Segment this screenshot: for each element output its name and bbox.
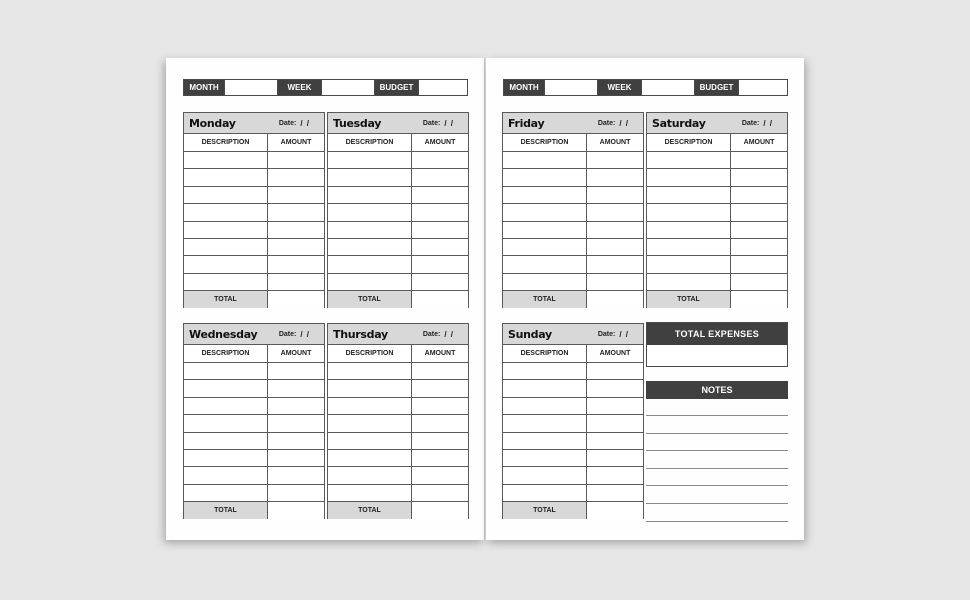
total-row <box>503 502 643 519</box>
amount-cell[interactable] <box>412 415 468 431</box>
description-cell[interactable] <box>328 433 412 449</box>
amount-cell[interactable] <box>412 169 468 185</box>
date-label: Date: <box>278 119 297 127</box>
table-row <box>647 222 787 239</box>
table-row <box>184 485 324 502</box>
description-cell[interactable] <box>647 187 731 203</box>
amount-cell[interactable] <box>587 380 643 396</box>
description-cell[interactable] <box>328 187 412 203</box>
amount-cell[interactable] <box>731 239 787 255</box>
table-row <box>184 274 324 291</box>
total-label: TOTAL <box>328 502 412 519</box>
day-header <box>184 113 324 134</box>
description-cell[interactable] <box>328 398 412 414</box>
table-row <box>647 204 787 221</box>
day-name: Thursday <box>333 327 388 341</box>
amount-cell[interactable] <box>587 450 643 466</box>
total-amount-cell[interactable] <box>587 291 643 308</box>
description-cell[interactable] <box>328 239 412 255</box>
column-headers <box>184 134 324 152</box>
total-amount-cell[interactable] <box>412 291 468 308</box>
amount-cell[interactable] <box>731 222 787 238</box>
amount-cell[interactable] <box>268 380 324 396</box>
table-row <box>647 169 787 186</box>
table-row <box>647 239 787 256</box>
description-header: DESCRIPTION <box>503 345 587 362</box>
total-row <box>184 291 324 308</box>
notes-line <box>646 450 788 451</box>
date-label: Date: <box>422 119 441 127</box>
week-field[interactable] <box>321 80 375 95</box>
description-cell[interactable] <box>328 222 412 238</box>
amount-cell[interactable] <box>731 256 787 272</box>
total-row <box>647 291 787 308</box>
amount-cell[interactable] <box>412 239 468 255</box>
description-cell[interactable] <box>503 450 587 466</box>
date-field[interactable]: / / <box>444 118 454 128</box>
amount-cell[interactable] <box>587 415 643 431</box>
table-row <box>328 152 468 169</box>
amount-cell[interactable] <box>268 363 324 379</box>
date-label: Date: <box>741 119 760 127</box>
table-row <box>184 187 324 204</box>
description-cell[interactable] <box>647 204 731 220</box>
amount-cell[interactable] <box>587 433 643 449</box>
date-label: Date: <box>597 119 616 127</box>
table-row <box>184 398 324 415</box>
description-cell[interactable] <box>184 450 268 466</box>
amount-cell[interactable] <box>731 274 787 290</box>
table-row <box>328 222 468 239</box>
amount-cell[interactable] <box>587 363 643 379</box>
description-header: DESCRIPTION <box>503 134 587 151</box>
table-row <box>503 222 643 239</box>
table-row <box>328 380 468 397</box>
month-field[interactable] <box>544 80 598 95</box>
budget-field[interactable] <box>738 80 787 95</box>
amount-cell[interactable] <box>412 256 468 272</box>
table-row <box>328 485 468 502</box>
day-header <box>328 324 468 345</box>
table-row <box>328 169 468 186</box>
date-field[interactable]: / / <box>300 329 310 339</box>
amount-cell[interactable] <box>412 398 468 414</box>
table-row <box>328 450 468 467</box>
day-table-sunday <box>502 323 644 519</box>
total-label: TOTAL <box>647 291 731 308</box>
description-cell[interactable] <box>184 256 268 272</box>
total-amount-cell[interactable] <box>587 502 643 519</box>
amount-cell[interactable] <box>268 450 324 466</box>
table-row <box>184 256 324 273</box>
table-row <box>647 274 787 291</box>
column-headers <box>184 345 324 363</box>
description-cell[interactable] <box>503 485 587 501</box>
total-label: TOTAL <box>184 502 268 519</box>
description-cell[interactable] <box>503 187 587 203</box>
day-name: Monday <box>189 116 236 130</box>
amount-cell[interactable] <box>412 450 468 466</box>
total-amount-cell[interactable] <box>268 502 324 519</box>
day-header <box>503 113 643 134</box>
amount-cell[interactable] <box>412 363 468 379</box>
amount-cell[interactable] <box>412 467 468 483</box>
description-cell[interactable] <box>184 363 268 379</box>
total-row <box>328 291 468 308</box>
date-field[interactable]: / / <box>619 329 629 339</box>
description-cell[interactable] <box>647 239 731 255</box>
amount-cell[interactable] <box>731 152 787 168</box>
description-cell[interactable] <box>184 152 268 168</box>
description-cell[interactable] <box>184 433 268 449</box>
date-field[interactable]: / / <box>763 118 773 128</box>
amount-cell[interactable] <box>412 204 468 220</box>
amount-cell[interactable] <box>587 398 643 414</box>
total-amount-cell[interactable] <box>731 291 787 308</box>
amount-cell[interactable] <box>587 204 643 220</box>
total-amount-cell[interactable] <box>268 291 324 308</box>
table-row <box>647 152 787 169</box>
table-row <box>503 398 643 415</box>
amount-cell[interactable] <box>412 222 468 238</box>
column-headers <box>503 134 643 152</box>
description-cell[interactable] <box>503 169 587 185</box>
table-row <box>184 467 324 484</box>
day-name: Tuesday <box>333 116 382 130</box>
notes-line <box>646 433 788 434</box>
day-table-thursday <box>327 323 469 519</box>
table-row <box>328 467 468 484</box>
description-cell[interactable] <box>184 169 268 185</box>
table-row <box>503 239 643 256</box>
amount-cell[interactable] <box>587 169 643 185</box>
amount-cell[interactable] <box>731 169 787 185</box>
description-cell[interactable] <box>328 256 412 272</box>
table-row <box>184 204 324 221</box>
date-label: Date: <box>422 330 441 338</box>
description-cell[interactable] <box>647 256 731 272</box>
description-cell[interactable] <box>328 204 412 220</box>
total-amount-cell[interactable] <box>412 502 468 519</box>
description-cell[interactable] <box>503 256 587 272</box>
description-cell[interactable] <box>503 274 587 290</box>
day-name: Friday <box>508 116 545 130</box>
description-cell[interactable] <box>328 380 412 396</box>
table-row <box>328 415 468 432</box>
notes-label: NOTES <box>646 381 788 399</box>
description-cell[interactable] <box>503 363 587 379</box>
total-row <box>328 502 468 519</box>
notes-line <box>646 468 788 469</box>
header-bar <box>503 79 788 96</box>
amount-cell[interactable] <box>268 274 324 290</box>
amount-cell[interactable] <box>268 415 324 431</box>
month-field[interactable] <box>224 80 278 95</box>
table-row <box>647 256 787 273</box>
table-row <box>184 450 324 467</box>
description-cell[interactable] <box>647 222 731 238</box>
amount-cell[interactable] <box>268 204 324 220</box>
description-cell[interactable] <box>184 204 268 220</box>
day-table-friday <box>502 112 644 308</box>
table-row <box>184 380 324 397</box>
description-cell[interactable] <box>184 485 268 501</box>
notes-line <box>646 503 788 504</box>
description-header: DESCRIPTION <box>184 134 268 151</box>
day-header <box>184 324 324 345</box>
table-row <box>503 274 643 291</box>
amount-cell[interactable] <box>412 152 468 168</box>
table-row <box>503 169 643 186</box>
table-row <box>328 256 468 273</box>
week-label: WEEK <box>278 80 321 95</box>
date-field[interactable]: / / <box>444 329 454 339</box>
amount-cell[interactable] <box>587 256 643 272</box>
description-header: DESCRIPTION <box>328 345 412 362</box>
amount-header: AMOUNT <box>743 139 775 146</box>
amount-cell[interactable] <box>268 222 324 238</box>
amount-cell[interactable] <box>268 256 324 272</box>
amount-cell[interactable] <box>268 467 324 483</box>
total-label: TOTAL <box>184 291 268 308</box>
description-cell[interactable] <box>503 467 587 483</box>
description-cell[interactable] <box>184 222 268 238</box>
day-name: Wednesday <box>189 327 258 341</box>
description-header: DESCRIPTION <box>328 134 412 151</box>
column-headers <box>647 134 787 152</box>
table-row <box>328 274 468 291</box>
total-label: TOTAL <box>503 502 587 519</box>
table-row <box>184 415 324 432</box>
day-header <box>328 113 468 134</box>
amount-cell[interactable] <box>268 485 324 501</box>
description-cell[interactable] <box>328 363 412 379</box>
total-expenses-label: TOTAL EXPENSES <box>647 323 787 345</box>
right-page <box>486 58 804 540</box>
description-header: DESCRIPTION <box>184 345 268 362</box>
date-field[interactable]: / / <box>300 118 310 128</box>
table-row <box>328 239 468 256</box>
amount-cell[interactable] <box>587 239 643 255</box>
week-label: WEEK <box>598 80 641 95</box>
description-header: DESCRIPTION <box>647 134 731 151</box>
description-cell[interactable] <box>328 467 412 483</box>
description-cell[interactable] <box>503 433 587 449</box>
description-cell[interactable] <box>184 274 268 290</box>
month-label: MONTH <box>184 80 224 95</box>
description-cell[interactable] <box>503 222 587 238</box>
description-cell[interactable] <box>184 415 268 431</box>
table-row <box>503 433 643 450</box>
description-cell[interactable] <box>503 204 587 220</box>
description-cell[interactable] <box>328 450 412 466</box>
notes-line <box>646 415 788 416</box>
amount-cell[interactable] <box>587 152 643 168</box>
budget-label: BUDGET <box>695 80 738 95</box>
week-field[interactable] <box>641 80 695 95</box>
description-cell[interactable] <box>184 239 268 255</box>
day-name: Saturday <box>652 116 706 130</box>
amount-cell[interactable] <box>268 187 324 203</box>
budget-field[interactable] <box>418 80 467 95</box>
amount-cell[interactable] <box>731 187 787 203</box>
amount-cell[interactable] <box>731 204 787 220</box>
amount-cell[interactable] <box>412 274 468 290</box>
table-row <box>184 222 324 239</box>
date-label: Date: <box>597 330 616 338</box>
table-row <box>184 169 324 186</box>
description-cell[interactable] <box>328 415 412 431</box>
month-label: MONTH <box>504 80 544 95</box>
column-headers <box>503 345 643 363</box>
amount-cell[interactable] <box>268 169 324 185</box>
day-table-tuesday <box>327 112 469 308</box>
description-cell[interactable] <box>184 467 268 483</box>
table-row <box>328 398 468 415</box>
amount-cell[interactable] <box>412 187 468 203</box>
table-row <box>328 204 468 221</box>
table-row <box>503 380 643 397</box>
total-expenses-box <box>646 322 788 367</box>
table-row <box>503 467 643 484</box>
notes-line <box>646 521 788 522</box>
table-row <box>503 415 643 432</box>
description-cell[interactable] <box>647 274 731 290</box>
description-cell[interactable] <box>503 152 587 168</box>
table-row <box>503 187 643 204</box>
table-row <box>328 433 468 450</box>
total-label: TOTAL <box>328 291 412 308</box>
column-headers <box>328 134 468 152</box>
description-cell[interactable] <box>184 187 268 203</box>
amount-cell[interactable] <box>412 433 468 449</box>
table-row <box>503 256 643 273</box>
column-headers <box>328 345 468 363</box>
amount-cell[interactable] <box>587 274 643 290</box>
table-row <box>503 450 643 467</box>
table-row <box>184 363 324 380</box>
day-table-saturday <box>646 112 788 308</box>
description-cell[interactable] <box>328 485 412 501</box>
amount-header: AMOUNT <box>280 139 312 146</box>
amount-cell[interactable] <box>587 222 643 238</box>
table-row <box>503 485 643 502</box>
amount-cell[interactable] <box>587 485 643 501</box>
total-label: TOTAL <box>503 291 587 308</box>
table-row <box>184 152 324 169</box>
description-cell[interactable] <box>184 380 268 396</box>
total-row <box>503 291 643 308</box>
table-row <box>503 363 643 380</box>
description-cell[interactable] <box>503 239 587 255</box>
table-row <box>184 433 324 450</box>
total-row <box>184 502 324 519</box>
amount-cell[interactable] <box>268 433 324 449</box>
day-table-monday <box>183 112 325 308</box>
amount-header: AMOUNT <box>599 350 631 357</box>
description-cell[interactable] <box>647 169 731 185</box>
day-header <box>647 113 787 134</box>
amount-header: AMOUNT <box>280 350 312 357</box>
date-label: Date: <box>278 330 297 338</box>
table-row <box>328 187 468 204</box>
day-table-wednesday <box>183 323 325 519</box>
table-row <box>647 187 787 204</box>
amount-cell[interactable] <box>412 485 468 501</box>
amount-cell[interactable] <box>268 239 324 255</box>
amount-header: AMOUNT <box>424 350 456 357</box>
description-cell[interactable] <box>647 152 731 168</box>
table-row <box>503 204 643 221</box>
amount-cell[interactable] <box>587 187 643 203</box>
day-header <box>503 324 643 345</box>
budget-label: BUDGET <box>375 80 418 95</box>
notes-line <box>646 485 788 486</box>
left-page <box>166 58 484 540</box>
table-row <box>328 363 468 380</box>
date-field[interactable]: / / <box>619 118 629 128</box>
header-bar <box>183 79 468 96</box>
description-cell[interactable] <box>328 169 412 185</box>
table-row <box>503 152 643 169</box>
amount-header: AMOUNT <box>599 139 631 146</box>
amount-cell[interactable] <box>587 467 643 483</box>
description-cell[interactable] <box>503 380 587 396</box>
amount-cell[interactable] <box>412 380 468 396</box>
description-cell[interactable] <box>503 415 587 431</box>
table-row <box>184 239 324 256</box>
description-cell[interactable] <box>503 398 587 414</box>
amount-cell[interactable] <box>268 398 324 414</box>
description-cell[interactable] <box>328 274 412 290</box>
amount-cell[interactable] <box>268 152 324 168</box>
day-name: Sunday <box>508 327 552 341</box>
amount-header: AMOUNT <box>424 139 456 146</box>
description-cell[interactable] <box>184 398 268 414</box>
description-cell[interactable] <box>328 152 412 168</box>
